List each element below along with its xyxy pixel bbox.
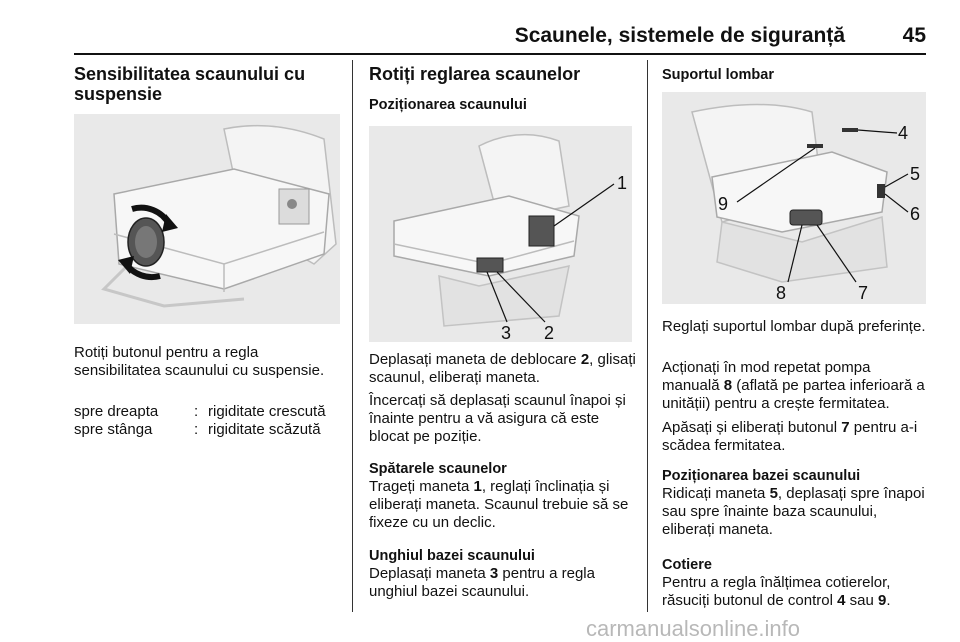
callout-7: 7 [858, 283, 869, 303]
paragraph-lumbar-intro: Reglați suportul lombar după preferințe. [662, 318, 926, 335]
column-suspension [74, 62, 342, 438]
section-heading-suspension: Sensibilitatea scaunului cu suspensie [74, 64, 306, 104]
subheading-seat-position: Poziționarea scaunului [369, 97, 527, 113]
callout-8: 8 [776, 283, 787, 303]
callout-6: 6 [910, 204, 921, 224]
suspension-instruction: Rotiți butonul pentru a regla sensibilitatea scaunului cu suspensie. [74, 344, 325, 379]
section-heading-seat-adjustment: Rotiți reglarea scaunelor [369, 64, 581, 84]
paragraph-seat-base: Ridicați maneta 5, deplasați spre înapoi sau spre înainte baza scaunului, eliberați maneta. [662, 485, 925, 538]
table-row: spre dreapta : rigiditate crescută [74, 403, 326, 420]
column-divider-2 [647, 60, 648, 612]
paragraph-seat-angle: Deplasați maneta 3 pentru a regla unghiul bazei scaunului. [369, 565, 595, 600]
seat-position-illustration [369, 126, 632, 342]
callout-3: 3 [501, 323, 512, 342]
lumbar-illustration [662, 92, 926, 304]
paragraph-release-lever: Deplasați maneta de deblocare 2, glisați scaunul, eliberați maneta. [369, 351, 636, 386]
column-divider-1 [352, 60, 353, 612]
paragraph-check-lock: Încercați să deplasați scaunul înapoi și înainte pentru a vă asigura că este blocat pe poziție. [369, 392, 626, 445]
page-number: 45 [902, 24, 926, 47]
callout-2: 2 [544, 323, 555, 342]
subheading-seat-angle: Unghiul bazei scaunului [369, 548, 535, 564]
subheading-lumbar: Suportul lombar [662, 67, 774, 83]
suspension-seat-illustration [74, 114, 340, 324]
suspension-table [74, 403, 344, 439]
table-row: spre stânga : rigiditate scăzută [74, 421, 321, 438]
paragraph-backrest: Trageți maneta 1, reglați înclinația și eliberați maneta. Scaunul trebuie să se fixeze cu un declic. [369, 478, 629, 531]
subheading-armrests: Cotiere [662, 557, 712, 573]
page-title: Scaunele, sistemele de siguranță [514, 24, 845, 47]
column-seat-adjustment [369, 62, 637, 600]
subheading-seat-base: Poziționarea bazei scaunului [662, 468, 861, 484]
paragraph-armrests: Pentru a regla înălțimea cotierelor, răsuciți butonul de control 4 sau 9. [662, 574, 891, 609]
watermark: carmanualsonline.info [586, 616, 801, 641]
callout-4: 4 [898, 123, 909, 143]
paragraph-lumbar-button: Apăsați și eliberați butonul 7 pentru a-i scădea fermitatea. [662, 419, 918, 454]
callout-9: 9 [718, 194, 729, 214]
callout-1: 1 [617, 173, 628, 193]
callout-5: 5 [910, 164, 921, 184]
subheading-backrest: Spătarele scaunelor [369, 461, 507, 477]
paragraph-lumbar-pump: Acționați în mod repetat pompa manuală 8 (aflată pe partea inferioară a unității) pentru a crește fermitatea. [662, 359, 925, 412]
header-divider [74, 53, 926, 55]
column-lumbar [662, 62, 930, 609]
